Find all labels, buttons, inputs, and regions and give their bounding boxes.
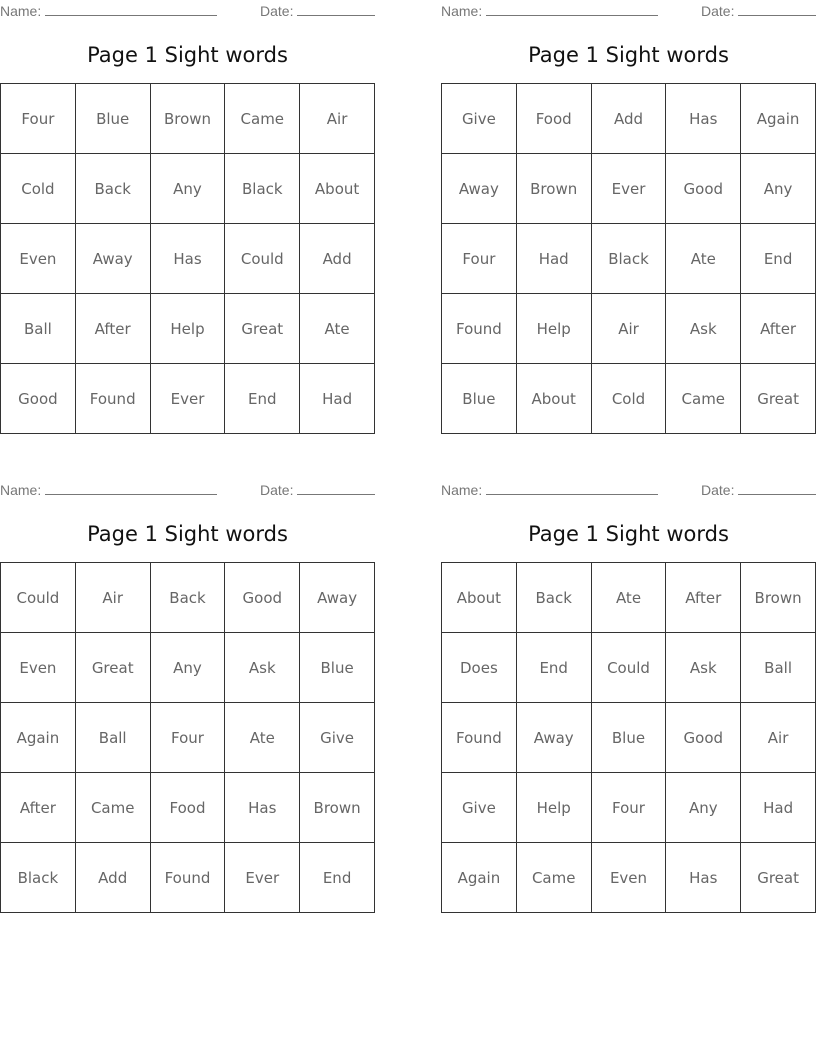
name-line bbox=[45, 2, 217, 16]
card-title: Page 1 Sight words bbox=[528, 43, 729, 67]
word-cell: Came bbox=[76, 773, 151, 843]
word-cell: Back bbox=[76, 154, 151, 224]
word-cell: Ate bbox=[300, 294, 375, 364]
word-cell: Blue bbox=[442, 364, 517, 434]
word-cell: Black bbox=[1, 843, 76, 913]
word-grid bbox=[441, 562, 816, 913]
word-cell: End bbox=[517, 633, 592, 703]
word-cell: After bbox=[1, 773, 76, 843]
word-cell: Does bbox=[442, 633, 517, 703]
name-line bbox=[486, 481, 658, 495]
word-cell: Give bbox=[442, 773, 517, 843]
word-grid bbox=[0, 83, 375, 434]
word-cell: Back bbox=[151, 563, 226, 633]
word-cell: Came bbox=[517, 843, 592, 913]
bingo-card-3 bbox=[0, 479, 375, 913]
word-cell: Food bbox=[151, 773, 226, 843]
word-cell: Any bbox=[151, 154, 226, 224]
word-cell: Good bbox=[225, 563, 300, 633]
word-cell: Away bbox=[442, 154, 517, 224]
word-cell: Away bbox=[76, 224, 151, 294]
bingo-card-2 bbox=[441, 0, 816, 434]
word-cell: Has bbox=[151, 224, 226, 294]
word-cell: Has bbox=[666, 843, 741, 913]
word-cell: Air bbox=[741, 703, 816, 773]
word-cell: Blue bbox=[76, 84, 151, 154]
word-grid bbox=[441, 83, 816, 434]
word-cell: Add bbox=[592, 84, 667, 154]
word-cell: Any bbox=[151, 633, 226, 703]
word-cell: After bbox=[741, 294, 816, 364]
word-cell: Had bbox=[741, 773, 816, 843]
word-cell: Even bbox=[592, 843, 667, 913]
word-cell: Could bbox=[225, 224, 300, 294]
date-field bbox=[701, 481, 816, 498]
name-label: Name: bbox=[0, 482, 42, 498]
name-field bbox=[0, 2, 217, 19]
word-cell: Has bbox=[225, 773, 300, 843]
word-cell: Even bbox=[1, 633, 76, 703]
word-cell: Give bbox=[300, 703, 375, 773]
word-cell: Ate bbox=[225, 703, 300, 773]
word-cell: Blue bbox=[300, 633, 375, 703]
word-cell: Came bbox=[225, 84, 300, 154]
name-field bbox=[441, 2, 658, 19]
word-cell: Ball bbox=[76, 703, 151, 773]
word-cell: Four bbox=[442, 224, 517, 294]
word-cell: Good bbox=[1, 364, 76, 434]
word-cell: Found bbox=[151, 843, 226, 913]
word-cell: Add bbox=[300, 224, 375, 294]
word-cell: Had bbox=[517, 224, 592, 294]
bingo-card-1 bbox=[0, 0, 375, 434]
word-cell: Cold bbox=[1, 154, 76, 224]
date-label: Date: bbox=[701, 482, 735, 498]
word-cell: Even bbox=[1, 224, 76, 294]
word-cell: Four bbox=[151, 703, 226, 773]
word-cell: Air bbox=[76, 563, 151, 633]
word-cell: Ball bbox=[741, 633, 816, 703]
date-label: Date: bbox=[701, 3, 735, 19]
word-cell: Air bbox=[300, 84, 375, 154]
name-field bbox=[441, 481, 658, 498]
word-cell: After bbox=[76, 294, 151, 364]
name-label: Name: bbox=[441, 3, 483, 19]
word-cell: Good bbox=[666, 154, 741, 224]
date-field bbox=[701, 2, 816, 19]
word-cell: About bbox=[517, 364, 592, 434]
word-cell: Back bbox=[517, 563, 592, 633]
word-cell: Ever bbox=[151, 364, 226, 434]
word-cell: Ever bbox=[592, 154, 667, 224]
word-grid bbox=[0, 562, 375, 913]
word-cell: Ask bbox=[666, 633, 741, 703]
card-title: Page 1 Sight words bbox=[87, 43, 288, 67]
word-cell: Had bbox=[300, 364, 375, 434]
word-cell: Ate bbox=[666, 224, 741, 294]
word-cell: Away bbox=[300, 563, 375, 633]
name-label: Name: bbox=[441, 482, 483, 498]
word-cell: About bbox=[300, 154, 375, 224]
word-cell: Found bbox=[442, 703, 517, 773]
word-cell: Air bbox=[592, 294, 667, 364]
word-cell: Help bbox=[517, 773, 592, 843]
word-cell: Brown bbox=[300, 773, 375, 843]
word-cell: Found bbox=[76, 364, 151, 434]
date-label: Date: bbox=[260, 482, 294, 498]
word-cell: Great bbox=[225, 294, 300, 364]
word-cell: Ever bbox=[225, 843, 300, 913]
card-title: Page 1 Sight words bbox=[87, 522, 288, 546]
date-line bbox=[738, 2, 816, 16]
word-cell: Four bbox=[592, 773, 667, 843]
word-cell: Brown bbox=[741, 563, 816, 633]
word-cell: Again bbox=[442, 843, 517, 913]
word-cell: Brown bbox=[151, 84, 226, 154]
word-cell: Any bbox=[666, 773, 741, 843]
date-label: Date: bbox=[260, 3, 294, 19]
date-line bbox=[297, 481, 375, 495]
word-cell: Away bbox=[517, 703, 592, 773]
word-cell: Ask bbox=[225, 633, 300, 703]
word-cell: Ate bbox=[592, 563, 667, 633]
word-cell: Could bbox=[1, 563, 76, 633]
word-cell: End bbox=[225, 364, 300, 434]
word-cell: Ball bbox=[1, 294, 76, 364]
word-cell: Blue bbox=[592, 703, 667, 773]
word-cell: Could bbox=[592, 633, 667, 703]
word-cell: Again bbox=[1, 703, 76, 773]
word-cell: Black bbox=[225, 154, 300, 224]
word-cell: Again bbox=[741, 84, 816, 154]
name-line bbox=[486, 2, 658, 16]
date-field bbox=[260, 2, 375, 19]
word-cell: End bbox=[741, 224, 816, 294]
word-cell: Give bbox=[442, 84, 517, 154]
card-title: Page 1 Sight words bbox=[528, 522, 729, 546]
date-line bbox=[297, 2, 375, 16]
word-cell: Any bbox=[741, 154, 816, 224]
word-cell: Help bbox=[151, 294, 226, 364]
name-field bbox=[0, 481, 217, 498]
word-cell: Great bbox=[76, 633, 151, 703]
word-cell: After bbox=[666, 563, 741, 633]
name-label: Name: bbox=[0, 3, 42, 19]
word-cell: Food bbox=[517, 84, 592, 154]
word-cell: Came bbox=[666, 364, 741, 434]
date-line bbox=[738, 481, 816, 495]
word-cell: Found bbox=[442, 294, 517, 364]
bingo-card-4 bbox=[441, 479, 816, 913]
word-cell: Has bbox=[666, 84, 741, 154]
word-cell: Add bbox=[76, 843, 151, 913]
word-cell: Cold bbox=[592, 364, 667, 434]
date-field bbox=[260, 481, 375, 498]
word-cell: Great bbox=[741, 843, 816, 913]
word-cell: End bbox=[300, 843, 375, 913]
word-cell: Four bbox=[1, 84, 76, 154]
word-cell: Ask bbox=[666, 294, 741, 364]
word-cell: About bbox=[442, 563, 517, 633]
word-cell: Brown bbox=[517, 154, 592, 224]
word-cell: Good bbox=[666, 703, 741, 773]
word-cell: Great bbox=[741, 364, 816, 434]
word-cell: Help bbox=[517, 294, 592, 364]
word-cell: Black bbox=[592, 224, 667, 294]
name-line bbox=[45, 481, 217, 495]
